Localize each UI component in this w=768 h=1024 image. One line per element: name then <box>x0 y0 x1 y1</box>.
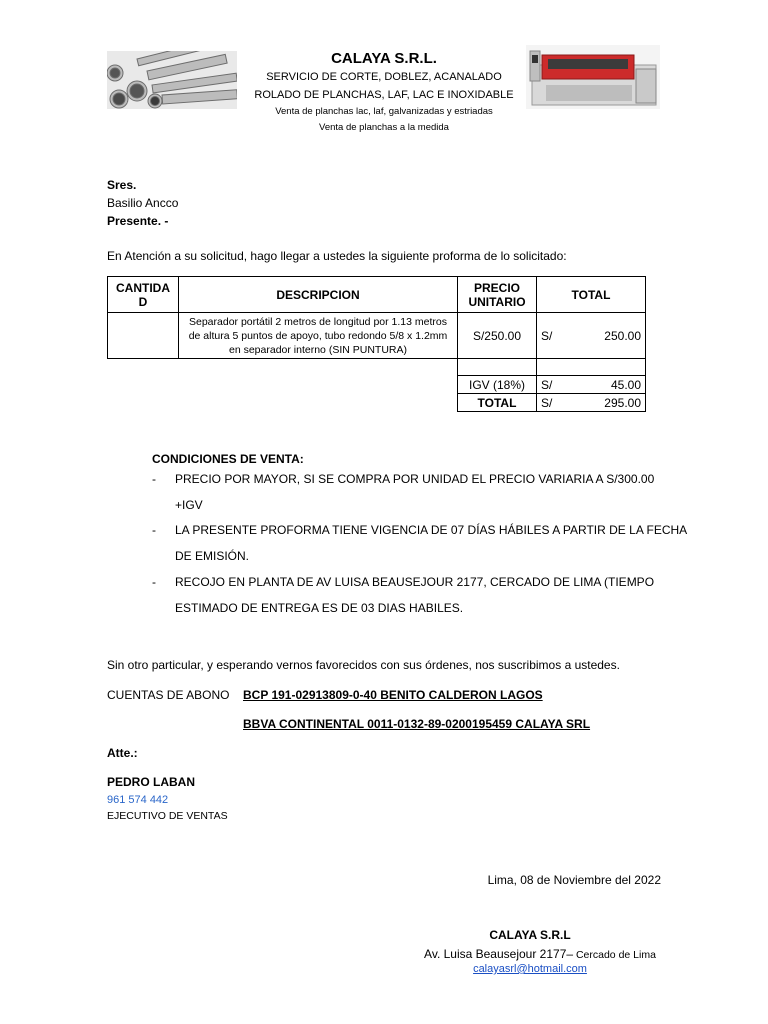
footer-company: CALAYA S.R.L <box>489 928 571 942</box>
header-line-2: ROLADO DE PLANCHAS, LAF, LAC E INOXIDABLE <box>254 89 514 101</box>
igv-row <box>108 376 646 394</box>
proforma-table <box>107 276 646 412</box>
condition-2-line-2: DE EMISIÓN. <box>175 549 250 563</box>
total-currency: S/ <box>541 395 553 410</box>
cell-precio: S/250.00 <box>458 313 537 359</box>
header-line-4: Venta de planchas a la medida <box>319 122 449 133</box>
col-header-total: TOTAL <box>537 277 646 313</box>
conditions-title: CONDICIONES DE VENTA: <box>152 452 304 466</box>
signer-phone: 961 574 442 <box>107 794 169 806</box>
intro-text: En Atención a su solicitud, hago llegar a ustedes la siguiente proforma de lo solicitado: <box>107 249 567 263</box>
atte-label: Atte.: <box>107 746 138 760</box>
table-row <box>108 313 646 359</box>
condition-dash-1: - <box>152 472 156 486</box>
igv-cell <box>537 376 646 394</box>
footer-address-tail: Cercado de Lima <box>573 949 656 961</box>
total-value: 295.00 <box>604 395 641 410</box>
cell-total-currency: S/ <box>541 328 553 343</box>
cell-total-value: 250.00 <box>604 328 641 343</box>
accounts-label: CUENTAS DE ABONO <box>107 688 230 702</box>
table-header-row <box>108 277 646 313</box>
col-header-descripcion: DESCRIPCION <box>179 277 458 313</box>
signer-name: PEDRO LABAN <box>107 775 196 789</box>
total-row <box>108 394 646 412</box>
condition-3-line-1: RECOJO EN PLANTA DE AV LUISA BEAUSEJOUR 2177, CERCADO DE LIMA (TIEMPO <box>175 575 655 589</box>
account-bbva: BBVA CONTINENTAL 0011-0132-89-0200195459 CALAYA SRL <box>243 717 591 731</box>
condition-1-line-1: PRECIO POR MAYOR, SI SE COMPRA POR UNIDAD EL PRECIO VARIARIA A S/300.00 <box>175 472 655 486</box>
account-bcp: BCP 191-02913809-0-40 BENITO CALDERON LAGOS <box>243 688 543 702</box>
document-date: Lima, 08 de Noviembre del 2022 <box>487 873 661 887</box>
igv-currency: S/ <box>541 377 553 392</box>
condition-2-line-1: LA PRESENTE PROFORMA TIENE VIGENCIA DE 07 DÍAS HÁBILES A PARTIR DE LA FECHA <box>175 523 688 537</box>
igv-label: IGV (18%) <box>458 376 537 394</box>
igv-value: 45.00 <box>610 377 641 392</box>
footer-address-main: Av. Luisa Beausejour 2177– <box>424 947 574 961</box>
condition-3-line-2: ESTIMADO DE ENTREGA ES DE 03 DIAS HABILES. <box>175 601 464 615</box>
closing-text: Sin otro particular, y esperando vernos favorecidos con sus órdenes, nos suscribimos a ustedes. <box>107 658 620 672</box>
company-name: CALAYA S.R.L. <box>331 50 437 67</box>
header-line-1: SERVICIO DE CORTE, DOBLEZ, ACANALADO <box>266 71 502 83</box>
condition-dash-2: - <box>152 523 156 537</box>
footer-email-wrap <box>380 963 680 975</box>
signer-role: EJECUTIVO DE VENTAS <box>107 810 228 822</box>
condition-dash-3: - <box>152 575 156 589</box>
condition-1-line-2: +IGV <box>175 498 203 512</box>
cell-cantidad <box>108 313 179 359</box>
table-spacer-row <box>108 359 646 376</box>
greeting-presente: Presente. - <box>107 214 169 228</box>
greeting-sres: Sres. <box>107 178 137 192</box>
total-label: TOTAL <box>458 394 537 412</box>
total-cell <box>537 394 646 412</box>
header-line-3: Venta de planchas lac, laf, galvanizadas y estriadas <box>275 106 493 117</box>
cell-total <box>537 313 646 359</box>
footer-address <box>380 945 700 963</box>
cell-descripcion: Separador portátil 2 metros de longitud por 1.13 metros de altura 5 puntos de apoyo, tubo redondo 5/8 x 1.2mm en separador interno (SIN PUNTURA) <box>179 313 458 359</box>
footer-email-link[interactable]: calayasrl@hotmail.com <box>473 963 587 975</box>
greeting-name: Basilio Ancco <box>107 196 179 210</box>
col-header-precio: PRECIO UNITARIO <box>458 277 537 313</box>
col-header-cantidad: CANTIDA D <box>108 277 179 313</box>
